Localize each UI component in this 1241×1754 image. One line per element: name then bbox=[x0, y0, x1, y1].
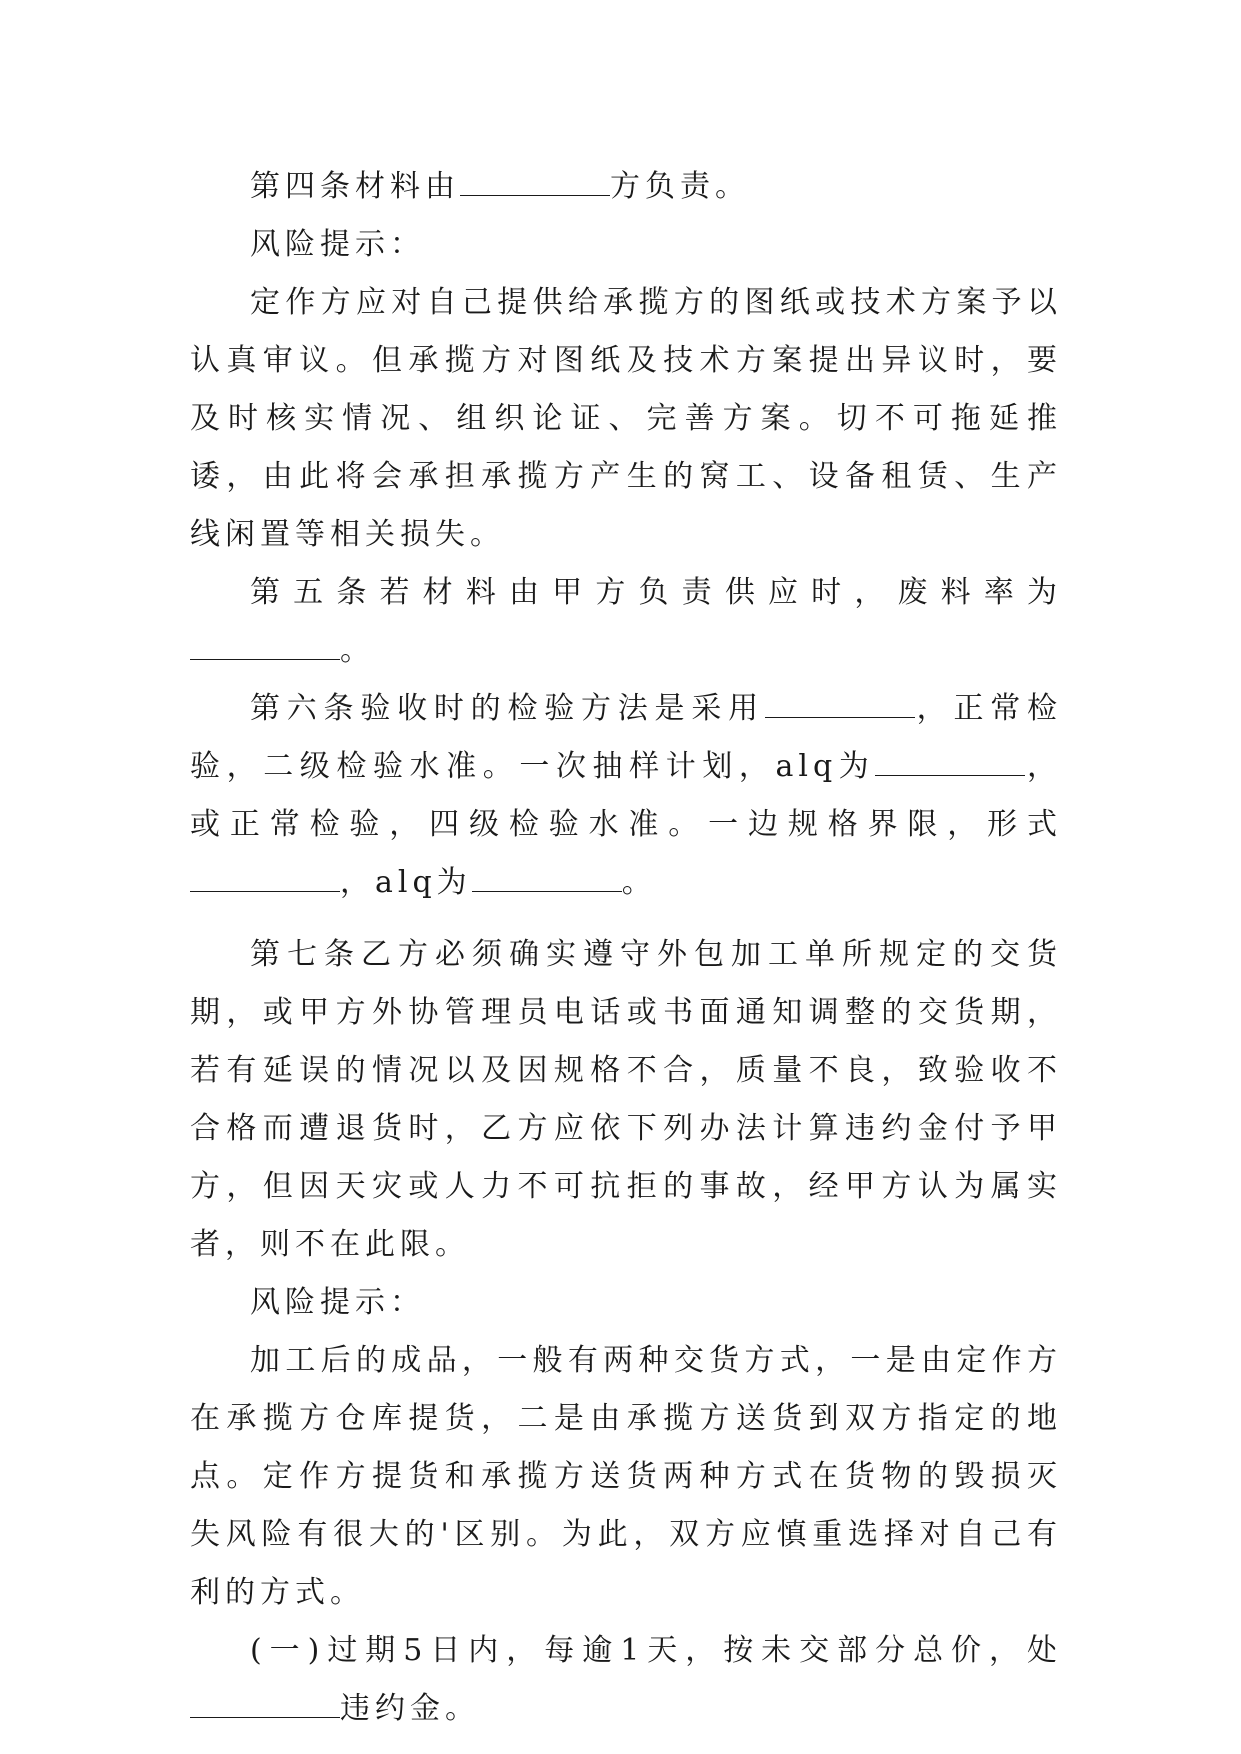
article-7-text: 第七条乙方必须确实遵守外包加工单所规定的交货期，或甲方外协管理员电话或书面通知调整的交货期，若有延误的情况以及因规格不合，质量不良，致验收不合格而遭退货时，乙方应依下列办法计算违约金付予甲方，但因天灾或人力不可抗拒的事故，经甲方认为属实者，则不在此限。 bbox=[190, 937, 1062, 1262]
risk-notice-heading-1 bbox=[190, 216, 1062, 274]
article-4-text-2: 方负责。 bbox=[610, 169, 750, 204]
penalty-item-1-paragraph bbox=[190, 1622, 1062, 1738]
article-6-paragraph bbox=[190, 680, 1062, 912]
risk-notice-text-2: 加工后的成品，一般有两种交货方式，一是由定作方在承揽方仓库提货，二是由承揽方送货到双方指定的地点。定作方提货和承揽方送货两种方式在货物的毁损灭失风险有很大的'区别。为此，双方应慎重选择对自己有利的方式。 bbox=[190, 1343, 1062, 1610]
risk-notice-paragraph-2 bbox=[190, 1332, 1062, 1622]
risk-notice-paragraph-1 bbox=[190, 274, 1062, 564]
article-6-text-2: ，正常检验，二级检验水准。一次抽样计划，alq为 bbox=[190, 691, 1063, 784]
article-6-text-3: ，或正常检验，四级检验水准。一边规格界限，形式 bbox=[190, 749, 1063, 842]
penalty-item-1-text-1: (一)过期5日内，每逾1天，按未交部分总价，处 bbox=[250, 1633, 1062, 1668]
article-5-paragraph bbox=[190, 564, 1062, 680]
article-5-blank bbox=[190, 629, 340, 660]
article-4-paragraph bbox=[190, 158, 1062, 216]
article-6-text-1: 第六条验收时的检验方法是采用 bbox=[250, 691, 765, 726]
risk-notice-text-1: 定作方应对自己提供给承揽方的图纸或技术方案予以认真审议。但承揽方对图纸及技术方案提出异议时，要及时核实情况、组织论证、完善方案。切不可拖延推诿，由此将会承担承揽方产生的窝工、设备租赁、生产线闲置等相关损失。 bbox=[190, 285, 1062, 552]
article-5-text-1: 第五条若材料由甲方负责供应时，废料率为 bbox=[250, 575, 1062, 610]
risk-notice-label-2: 风险提示： bbox=[250, 1285, 425, 1320]
article-6-blank-1 bbox=[765, 687, 915, 718]
article-7-paragraph bbox=[190, 926, 1062, 1274]
article-6-blank-4 bbox=[472, 861, 622, 892]
risk-notice-label-1: 风险提示： bbox=[250, 227, 425, 262]
article-6-text-4: ，alq为 bbox=[340, 865, 472, 900]
penalty-item-1-blank bbox=[190, 1687, 340, 1718]
article-6-blank-3 bbox=[190, 861, 340, 892]
risk-notice-heading-2 bbox=[190, 1274, 1062, 1332]
article-4-text-1: 第四条材料由 bbox=[250, 169, 460, 204]
article-6-blank-2 bbox=[875, 745, 1025, 776]
contract-text-body bbox=[190, 158, 1062, 1738]
article-4-blank bbox=[460, 165, 610, 196]
article-5-text-2: 。 bbox=[340, 633, 375, 668]
article-6-text-5: 。 bbox=[621, 865, 657, 900]
penalty-item-1-text-2: 违约金。 bbox=[340, 1691, 480, 1726]
